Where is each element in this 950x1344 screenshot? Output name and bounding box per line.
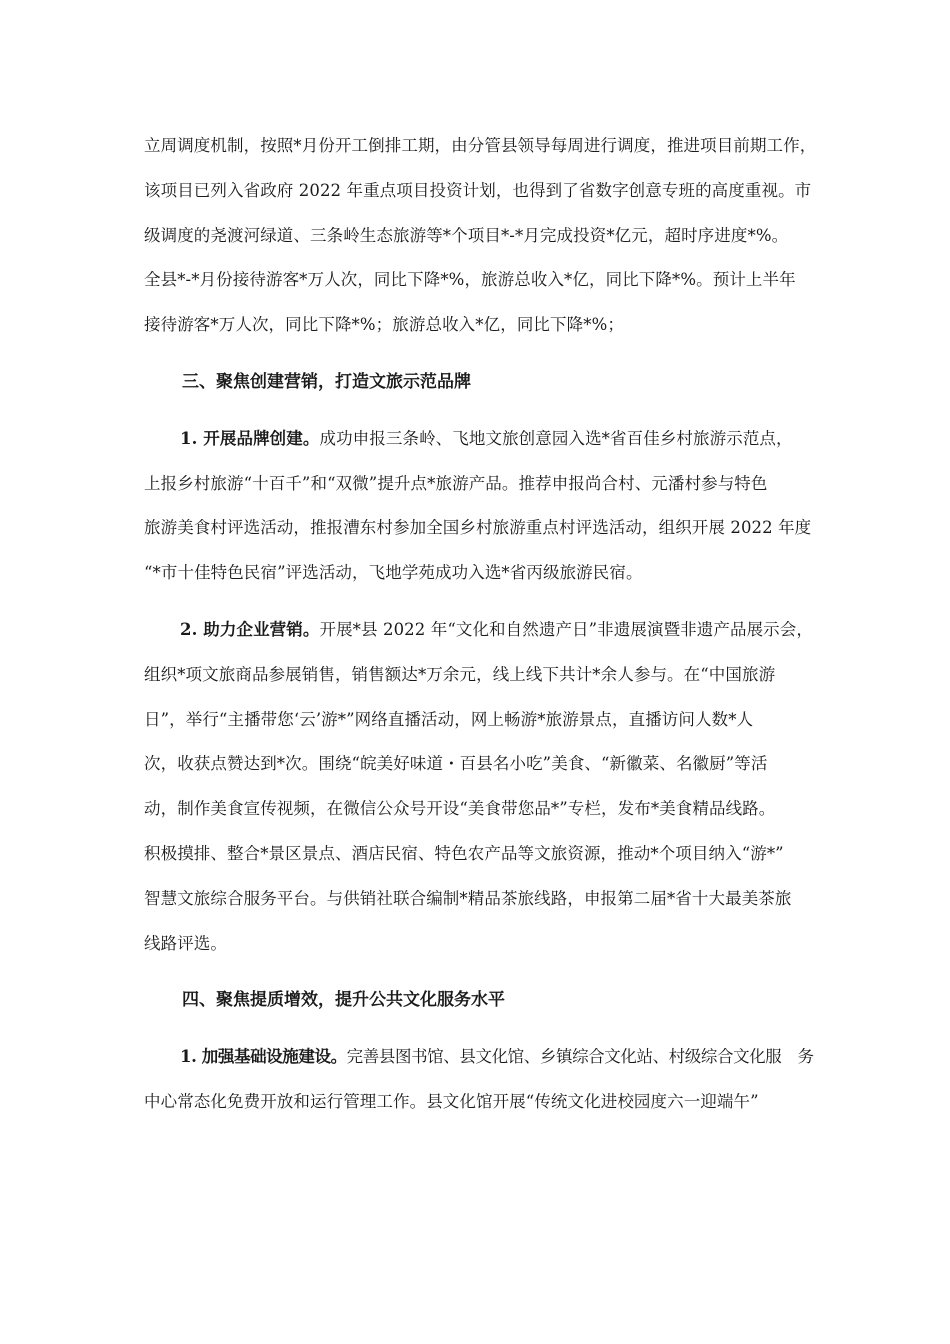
section-4-item-1-paragraph	[144, 1035, 816, 1125]
item-text: 开展*县 2022 年“文化和自然遗产日”非遗展演暨非遗产品展示会，	[319, 619, 813, 639]
paragraph-line: 线路评选。	[144, 933, 227, 953]
item-text: 完善县图书馆、县文化馆、乡镇综合文化站、村级综合文化服 务	[346, 1047, 814, 1067]
paragraph-line: 次，收获点赞达到*次。围绕“皖美好味道・百县名小吃”美食、“新徽菜、名徽厨”等活	[144, 754, 768, 774]
spacer	[144, 405, 816, 417]
paragraph-first-line	[144, 608, 816, 653]
section-3-item-2-paragraph	[144, 608, 816, 966]
paragraph-line: 上报乡村旅游“十百千”和“双微”提升点*旅游产品。推荐申报尚合村、元潘村参与特色	[144, 473, 768, 493]
spacer	[144, 596, 816, 608]
item-lead: 1. 开展品牌创建。	[180, 428, 320, 448]
intro-line: 接待游客*万人次，同比下降*%；旅游总收入*亿，同比下降*%；	[144, 315, 624, 335]
intro-paragraph	[144, 124, 816, 348]
paragraph-line: 中心常态化免费开放和运行管理工作。县文化馆开展“传统文化进校园度六一迎端午”	[144, 1091, 759, 1111]
paragraph-line: “*市十佳特色民宿”评选活动，飞地学苑成功入选*省丙级旅游民宿。	[144, 563, 643, 583]
section-4-heading: 四、聚焦提质增效，提升公共文化服务水平	[182, 990, 505, 1011]
item-lead: 1. 加强基础设施建设。	[180, 1047, 347, 1067]
intro-line: 该项目已列入省政府 2022 年重点项目投资计划，也得到了省数字创意专班的高度重视。市	[144, 180, 812, 200]
paragraph-line: 组织*项文旅商品参展销售，销售额达*万余元，线上线下共计*余人参与。在“中国旅游	[144, 664, 776, 684]
spacer	[144, 348, 816, 360]
section-3-item-1-paragraph	[144, 417, 816, 596]
paragraph-line: 动，制作美食宣传视频，在微信公众号开设“美食带您品*”专栏，发布*美食精品线路。	[144, 799, 776, 819]
paragraph-first-line	[144, 417, 816, 462]
intro-line: 全县*-*月份接待游客*万人次，同比下降*%，旅游总收入*亿，同比下降*%。预计上半年	[144, 270, 796, 290]
item-lead: 2. 助力企业营销。	[180, 619, 320, 639]
intro-line: 级调度的尧渡河绿道、三条岭生态旅游等*个项目*-*月完成投资*亿元，超时序进度*%。	[144, 225, 789, 245]
item-text: 成功申报三条岭、飞地文旅创意园入选*省百佳乡村旅游示范点，	[319, 428, 793, 448]
spacer	[144, 1023, 816, 1035]
paragraph-line: 智慧文旅综合服务平台。与供销社联合编制*精品茶旅线路，申报第二届*省十大最美茶旅	[144, 888, 792, 908]
intro-line: 立周调度机制，按照*月份开工倒排工期，由分管县领导每周进行调度，推进项目前期工作，	[144, 136, 817, 155]
document-page	[144, 124, 816, 1125]
paragraph-line: 日”，举行“主播带您‘云’游*”网络直播活动，网上畅游*旅游景点，直播访问人数*人	[144, 709, 754, 729]
paragraph-line: 积极摸排、整合*景区景点、酒店民宿、特色农产品等文旅资源，推动*个项目纳入“游*”	[144, 843, 784, 863]
spacer	[144, 966, 816, 978]
section-3-heading: 三、聚焦创建营销，打造文旅示范品牌	[182, 371, 471, 392]
paragraph-line: 旅游美食村评选活动，推报漕东村参加全国乡村旅游重点村评选活动，组织开展 2022 年度	[144, 518, 812, 538]
paragraph-first-line	[144, 1035, 816, 1080]
